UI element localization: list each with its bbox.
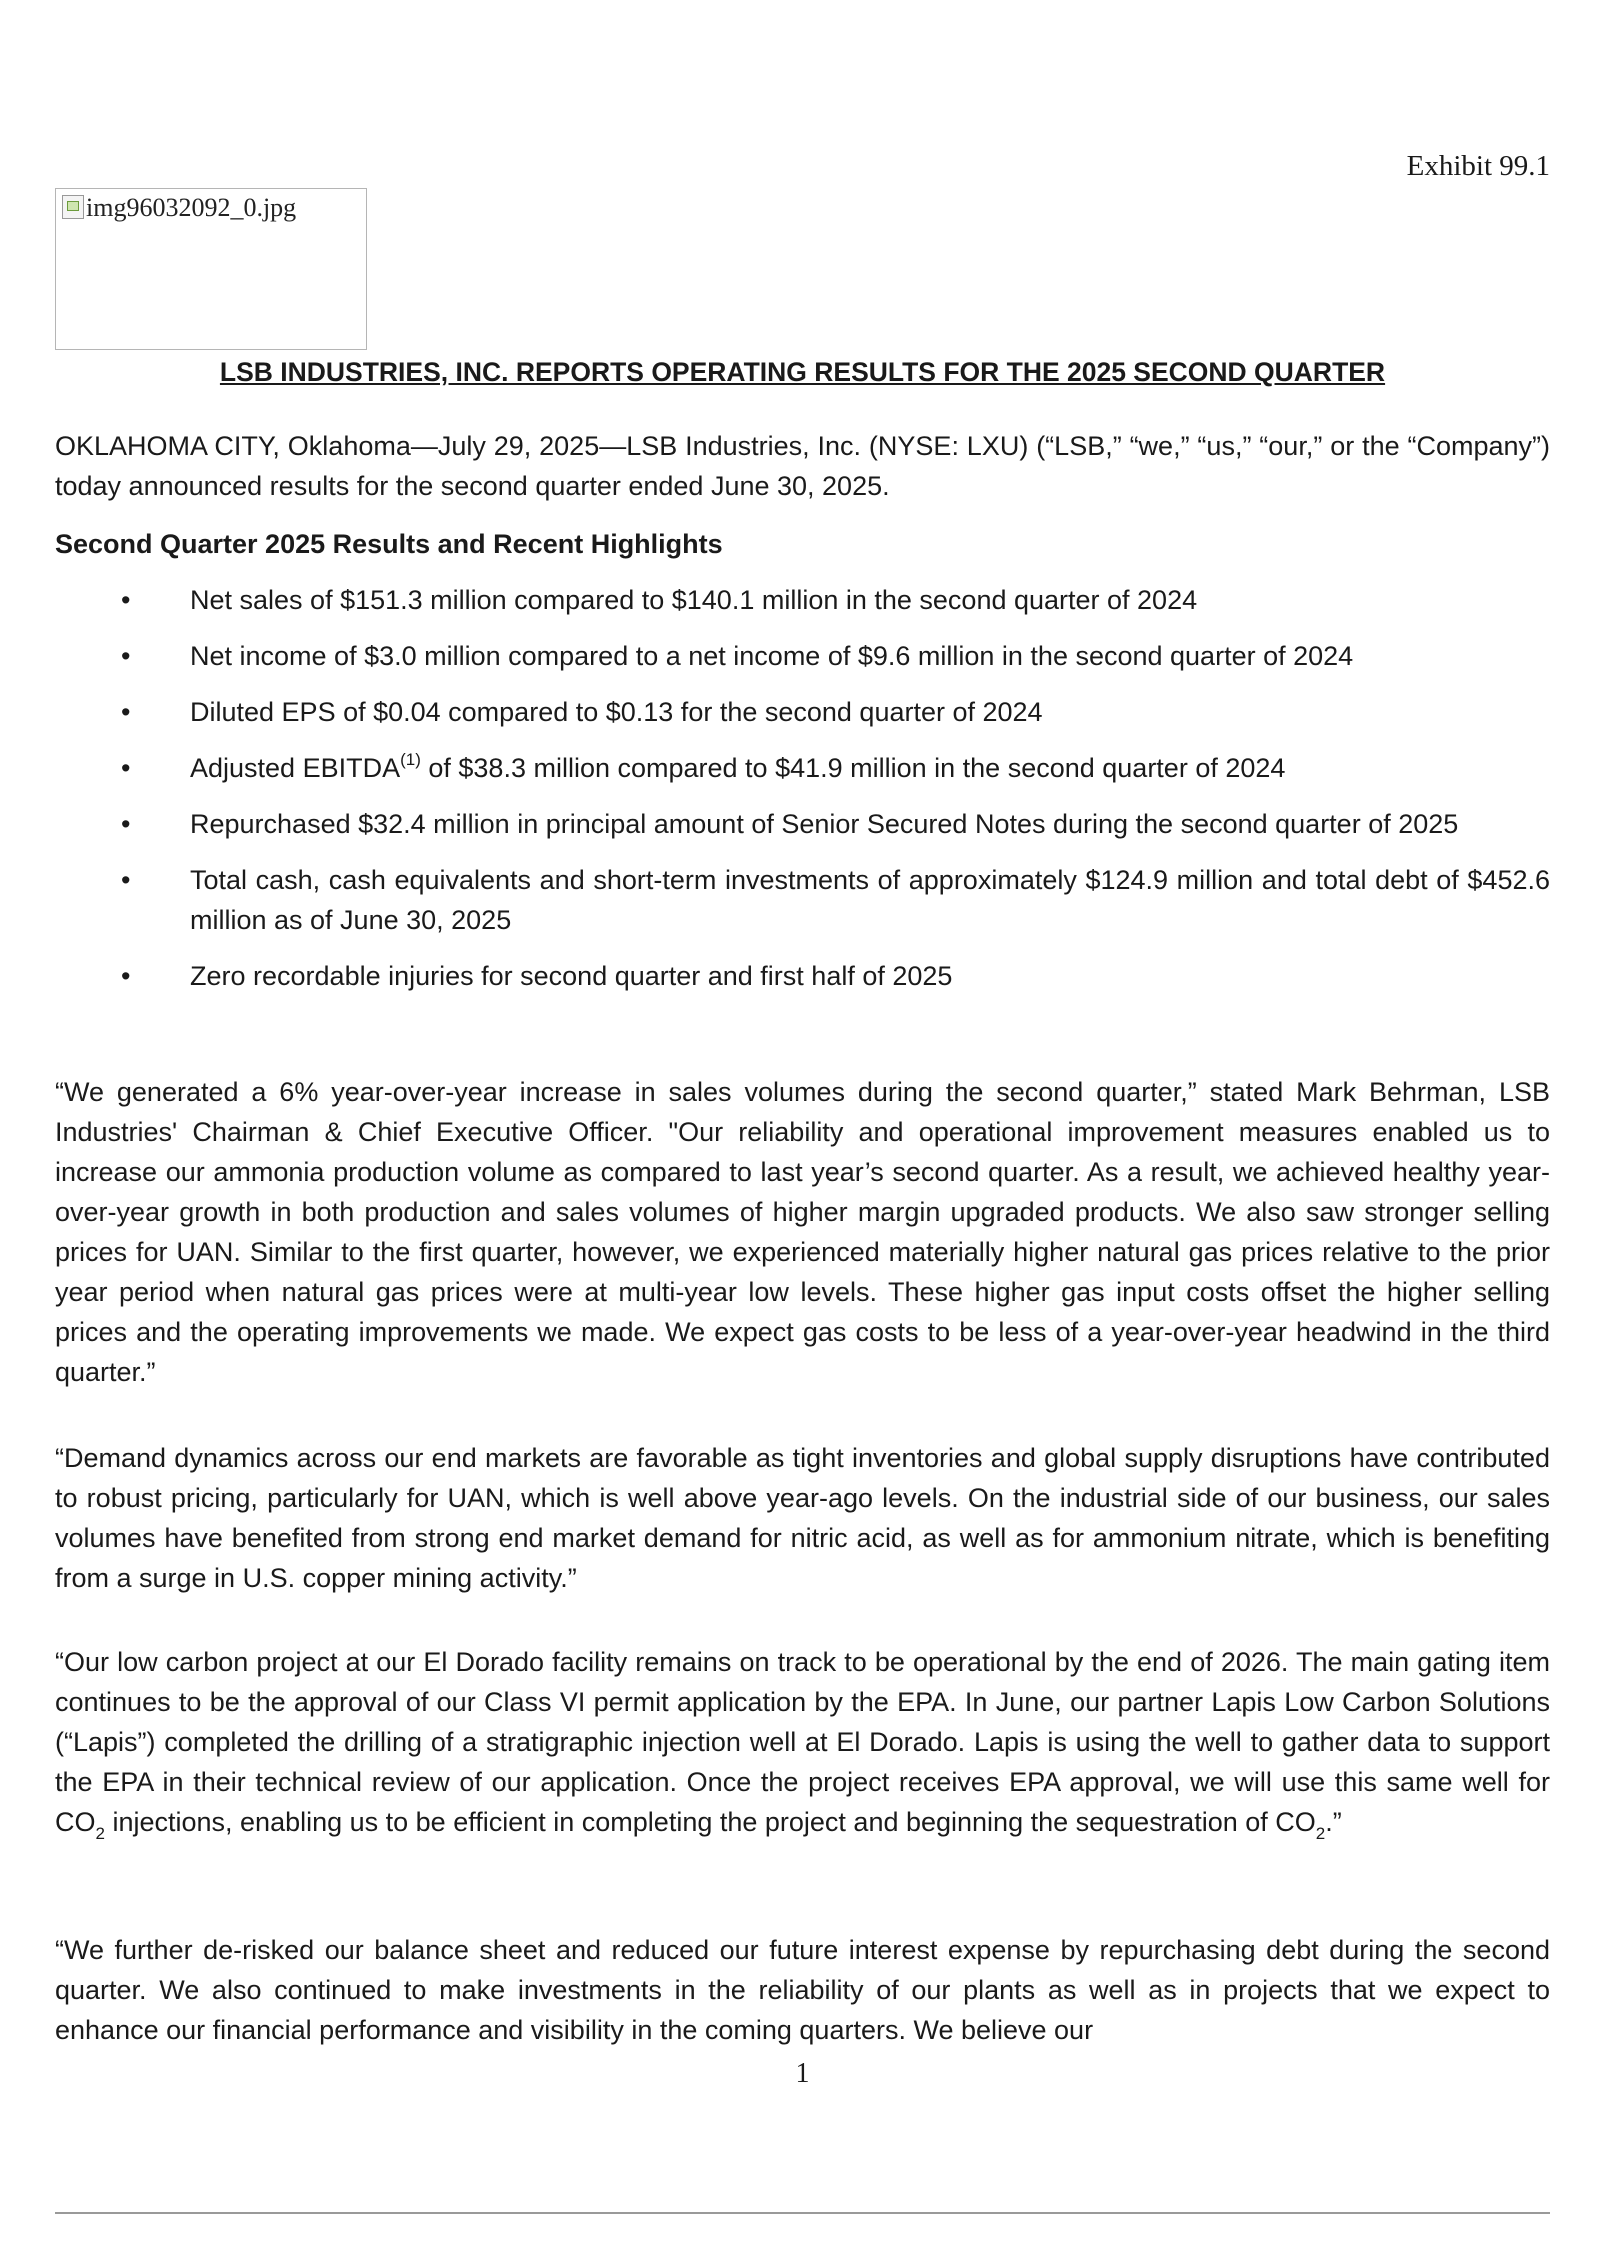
ceo-quote-paragraph-1: “We generated a 6% year-over-year increase in sales volumes during the second quarter,” stated Mark Behrman, LSB Industries' Chairman & Chief Executive Officer. "Our reliability and operational improvement measures enabled us to increase our ammonia production volume as compared to last year’s second quarter. As a result, we achieved healthy year-over-year growth in both production and sales volumes of higher margin upgraded products. We also saw stronger selling prices for UAN. Similar to the first quarter, however, we experienced materially higher natural gas prices relative to the prior year period when natural gas prices were at multi-year low levels. These higher gas input costs offset the higher selling prices and the operating improvements we made. We expect gas costs to be less of a year-over-year headwind in the third quarter.” (55, 1077, 1550, 1387)
document-page (55, 0, 1550, 2262)
list-item (55, 748, 1550, 788)
highlight-text: Total cash, cash equivalents and short-term investments of approximately $124.9 million and total debt of $452.6 million as of June 30, 2025 (190, 865, 1550, 935)
quote-text: injections, enabling us to be efficient in completing the project and beginning the sequestration of CO (104, 1807, 1316, 1837)
bullet-marker: • (121, 865, 131, 895)
ceo-quote-paragraph-2: “Demand dynamics across our end markets are favorable as tight inventories and global supply disruptions have contributed to robust pricing, particularly for UAN, which is well above year-ago levels. On the industrial side of our business, our sales volumes have benefited from strong end market demand for nitric acid, as well as for ammonium nitrate, which is benefiting from a surge in U.S. copper mining activity.” (55, 1443, 1550, 1593)
list-item (55, 692, 1550, 732)
highlight-text-post: of $38.3 million compared to $41.9 million in the second quarter of 2024 (420, 753, 1286, 783)
highlight-text: Net income of $3.0 million compared to a net income of $9.6 million in the second quarter of 2024 (190, 641, 1354, 671)
list-item (55, 804, 1550, 844)
highlight-text: Diluted EPS of $0.04 compared to $0.13 for the second quarter of 2024 (190, 697, 1043, 727)
logo-filename: img96032092_0.jpg (86, 193, 297, 222)
bullet-marker: • (121, 697, 131, 727)
subscript: 2 (1315, 1824, 1326, 1843)
highlight-text-pre: Adjusted EBITDA (190, 753, 401, 783)
list-item (55, 580, 1550, 620)
list-item (55, 860, 1550, 940)
highlight-text: Repurchased $32.4 million in principal amount of Senior Secured Notes during the second quarter of 2025 (190, 809, 1459, 839)
footer-divider (55, 2212, 1550, 2214)
highlights-heading: Second Quarter 2025 Results and Recent Highlights (55, 529, 723, 559)
broken-image-icon (62, 195, 84, 219)
exhibit-label: Exhibit 99.1 (1406, 150, 1550, 182)
ceo-quote-paragraph-3 (55, 1642, 1550, 1842)
ceo-quote-paragraph-4: “We further de-risked our balance sheet and reduced our future interest expense by repurchasing debt during the second quarter. We also continued to make investments in the reliability of our plants as well as in projects that we expect to enhance our financial performance and visibility in the coming quarters. We believe our (55, 1935, 1550, 2045)
highlight-text: Net sales of $151.3 million compared to $140.1 million in the second quarter of 2024 (190, 585, 1198, 615)
quote-text: .” (1325, 1807, 1342, 1837)
press-release-title: LSB INDUSTRIES, INC. REPORTS OPERATING RESULTS FOR THE 2025 SECOND QUARTER (219, 357, 1386, 387)
page-number: 1 (795, 2058, 810, 2089)
subscript: 2 (95, 1824, 105, 1843)
quote-text: “Our low carbon project at our El Dorado facility remains on track to be operational by the end of 2026. The main gating item continues to be the approval of our Class VI permit application by the EPA. In June, our partner Lapis Low Carbon Solutions (“Lapis”) completed the drilling of a stratigraphic injection well at El Dorado. Lapis is using the well to gather data to support the EPA in their technical review of our application. Once the project receives EPA approval, we will use this same well for CO (55, 1647, 1550, 1837)
bullet-marker: • (121, 809, 131, 839)
list-item (55, 956, 1550, 996)
bullet-marker: • (121, 585, 131, 615)
list-item (55, 636, 1550, 676)
bullet-marker: • (121, 641, 131, 671)
intro-paragraph: OKLAHOMA CITY, Oklahoma—July 29, 2025—LSB Industries, Inc. (NYSE: LXU) (“LSB,” “we,” “us,” “our,” or the “Company”) today announced results for the second quarter ended June 30, 2025. (55, 431, 1550, 501)
highlights-list (55, 580, 1550, 1012)
bullet-marker: • (121, 753, 131, 783)
highlight-text: Zero recordable injuries for second quarter and first half of 2025 (190, 961, 953, 991)
bullet-marker: • (121, 961, 131, 991)
footnote-marker: (1) (400, 750, 421, 769)
company-logo-image (55, 188, 367, 350)
